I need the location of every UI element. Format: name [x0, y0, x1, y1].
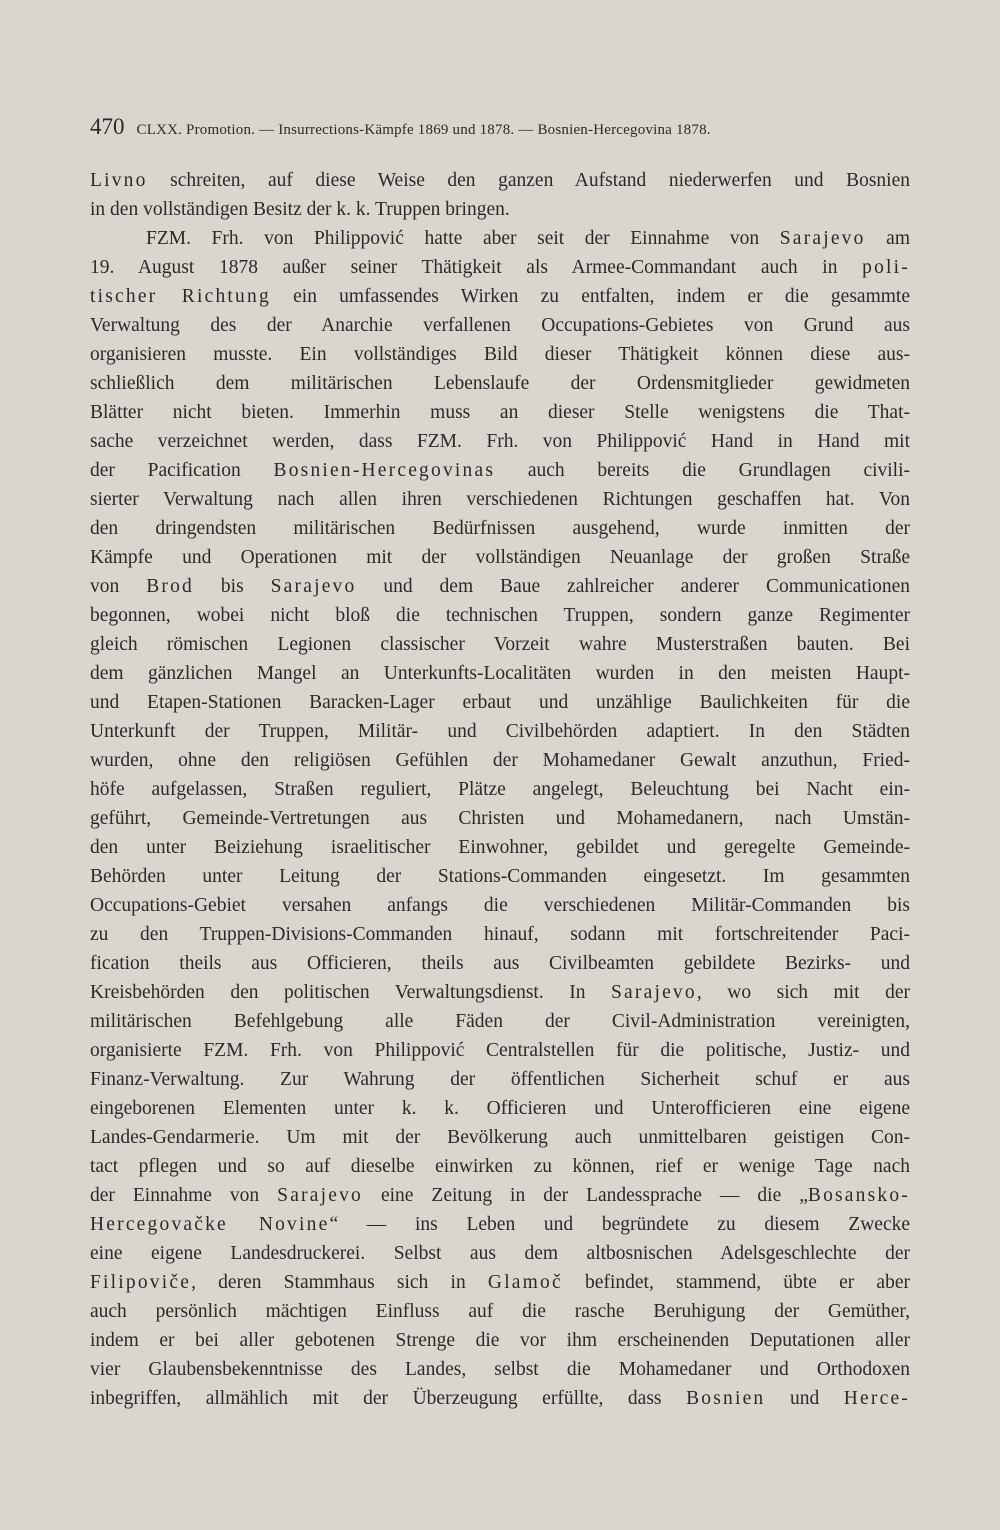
text-segment: organisierte FZM. Frh. von Philippović Centralstellen für die politische, Justiz- und — [90, 1040, 910, 1061]
text-line — [90, 311, 910, 340]
text-segment: Kreisbehörden den politischen Verwaltungsdienst. In — [90, 982, 612, 1003]
text-line — [90, 717, 910, 746]
text-line — [90, 1384, 910, 1413]
text-segment: ein umfassendes Wirken zu entfalten, indem er die gesammte — [270, 286, 910, 307]
text-line — [90, 804, 910, 833]
text-segment: Unterkunft der Truppen, Militär- und Civilbehörden adaptiert. In den Städten — [90, 721, 910, 742]
text-segment: inbegriffen, allmählich mit der Überzeugung erfüllte, dass — [90, 1388, 687, 1409]
text-segment: , wo sich mit der — [696, 982, 910, 1003]
text-line — [90, 195, 910, 224]
spaced-text-segment: Hercegovačke Novine — [90, 1214, 330, 1235]
text-line — [90, 369, 910, 398]
spaced-text-segment: Glamoč — [487, 1272, 563, 1293]
text-line — [90, 1239, 910, 1268]
text-line — [90, 1268, 910, 1297]
text-line — [90, 1181, 910, 1210]
text-line — [90, 1355, 910, 1384]
text-segment: Kämpfe und Operationen mit der vollständigen Neuanlage der großen Straße — [90, 547, 910, 568]
text-segment: 19. August 1878 außer seiner Thätigkeit als Armee-Commandant auch in — [90, 257, 863, 278]
spaced-text-segment: Sarajevo — [611, 982, 697, 1003]
text-segment: höfe aufgelassen, Straßen reguliert, Plätze angelegt, Beleuchtung bei Nacht ein- — [90, 779, 910, 800]
text-line — [90, 514, 910, 543]
spaced-text-segment: tischer Richtung — [90, 286, 271, 307]
text-line — [90, 891, 910, 920]
text-segment: auch persönlich mächtigen Einfluss auf die rasche Beruhigung der Gemüther, — [90, 1301, 910, 1322]
spaced-text-segment: Brod — [146, 576, 194, 597]
spaced-text-segment: Bosnien-Hercegovinas — [273, 460, 496, 481]
text-segment: sache verzeichnet werden, dass FZM. Frh. von Philippović Hand in Hand mit — [90, 431, 910, 452]
text-segment: den dringendsten militärischen Bedürfnissen ausgehend, wurde inmitten der — [90, 518, 910, 539]
text-segment: Landes-Gendarmerie. Um mit der Bevölkerung auch unmittelbaren geistigen Con- — [90, 1127, 910, 1148]
text-line — [90, 775, 910, 804]
spaced-text-segment: Livno — [90, 170, 148, 191]
text-segment: Occupations-Gebiet versahen anfangs die verschiedenen Militär-Commanden bis — [90, 895, 910, 916]
text-segment: schließlich dem militärischen Lebenslaufe der Ordensmitglieder gewidmeten — [90, 373, 910, 394]
text-segment: und — [765, 1388, 844, 1409]
text-segment: gleich römischen Legionen classischer Vorzeit wahre Musterstraßen bauten. Bei — [90, 634, 910, 655]
text-segment: dem gänzlichen Mangel an Unterkunfts-Localitäten wurden in den meisten Haupt- — [90, 663, 910, 684]
text-line — [90, 862, 910, 891]
text-line — [90, 398, 910, 427]
text-line — [90, 1094, 910, 1123]
text-segment: eine eigene Landesdruckerei. Selbst aus dem altbosnischen Adelsgeschlechte der — [90, 1243, 910, 1264]
text-line — [90, 601, 910, 630]
text-segment: “ — ins Leben und begründete zu diesem Zwecke — [329, 1214, 910, 1235]
spaced-text-segment: poli- — [862, 257, 910, 278]
text-segment: wurden, ohne den religiösen Gefühlen der Mohamedaner Gewalt anzuthun, Fried- — [90, 750, 910, 771]
text-segment: FZM. Frh. von Philippović hatte aber seit der Einnahme von — [146, 228, 780, 249]
running-head-title: CLXX. Promotion. — Insurrections-Kämpfe 1869 und 1878. — Bosnien-Hercegovina 1878. — [136, 122, 711, 138]
text-segment: zu den Truppen-Divisions-Commanden hinauf, sodann mit fortschreitender Paci- — [90, 924, 910, 945]
text-line — [90, 746, 910, 775]
text-segment: begonnen, wobei nicht bloß die technischen Truppen, sondern ganze Regimenter — [90, 605, 910, 626]
text-segment: geführt, Gemeinde-Vertretungen aus Christen und Mohamedanern, nach Umstän- — [90, 808, 910, 829]
text-line — [90, 456, 910, 485]
text-segment: sierter Verwaltung nach allen ihren verschiedenen Richtungen geschaffen hat. Von — [90, 489, 910, 510]
text-segment: vier Glaubensbekenntnisse des Landes, selbst die Mohamedaner und Orthodoxen — [90, 1359, 910, 1380]
text-segment: bis — [194, 576, 271, 597]
text-line — [90, 920, 910, 949]
text-line — [90, 659, 910, 688]
text-segment: Verwaltung des der Anarchie verfallenen Occupations-Gebietes von Grund aus — [90, 315, 910, 336]
text-segment: eingeborenen Elementen unter k. k. Officieren und Unterofficieren eine eigene — [90, 1098, 910, 1119]
text-segment: militärischen Befehlgebung alle Fäden der Civil-Administration vereinigten, — [90, 1011, 910, 1032]
spaced-text-segment: Sarajevo — [277, 1185, 363, 1206]
text-segment: Blätter nicht bieten. Immerhin muss an dieser Stelle wenigstens die That- — [90, 402, 910, 423]
text-line — [90, 833, 910, 862]
text-line — [90, 978, 910, 1007]
text-line — [90, 340, 910, 369]
text-segment: auch bereits die Grundlagen civili- — [495, 460, 910, 481]
spaced-text-segment: Sarajevo — [270, 576, 357, 597]
text-line — [90, 166, 910, 195]
text-segment: und dem Baue zahlreicher anderer Communicationen — [356, 576, 910, 597]
text-segment: und Etapen-Stationen Baracken-Lager erbaut und unzählige Baulichkeiten für die — [90, 692, 910, 713]
text-segment: schreiten, auf diese Weise den ganzen Aufstand niederwerfen und Bosnien — [147, 170, 910, 191]
body-text — [90, 166, 910, 1413]
text-line — [90, 1326, 910, 1355]
text-line — [90, 1007, 910, 1036]
text-segment: in den vollständigen Besitz der k. k. Truppen bringen. — [90, 199, 510, 220]
spaced-text-segment: Bosansko- — [807, 1185, 910, 1206]
text-segment: organisieren musste. Ein vollständiges Bild dieser Thätigkeit können diese aus- — [90, 344, 910, 365]
text-line — [90, 427, 910, 456]
text-line — [90, 253, 910, 282]
text-line — [90, 1065, 910, 1094]
text-segment: Behörden unter Leitung der Stations-Commanden eingesetzt. Im gesammten — [90, 866, 910, 887]
spaced-text-segment: Herce- — [843, 1388, 910, 1409]
page-number: 470 — [90, 114, 125, 139]
text-line — [90, 688, 910, 717]
text-line — [90, 282, 910, 311]
text-segment: befindet, stammend, übte er aber — [562, 1272, 910, 1293]
text-line — [90, 1123, 910, 1152]
text-line — [90, 224, 910, 253]
text-segment: Finanz-Verwaltung. Zur Wahrung der öffentlichen Sicherheit schuf er aus — [90, 1069, 910, 1090]
text-line — [90, 1036, 910, 1065]
spaced-text-segment: Sarajevo — [779, 228, 866, 249]
text-line — [90, 630, 910, 659]
text-line — [90, 1210, 910, 1239]
text-line — [90, 949, 910, 978]
text-segment: von — [90, 576, 147, 597]
text-line — [90, 1152, 910, 1181]
text-segment: indem er bei aller gebotenen Strenge die vor ihm erscheinenden Deputationen aller — [90, 1330, 910, 1351]
text-segment: , deren Stammhaus sich in — [191, 1272, 488, 1293]
text-segment: tact pflegen und so auf dieselbe einwirken zu können, rief er wenige Tage nach — [90, 1156, 910, 1177]
text-segment: eine Zeitung in der Landessprache — die „ — [362, 1185, 808, 1206]
text-segment: der Pacification — [90, 460, 274, 481]
text-segment: am — [865, 228, 910, 249]
text-segment: fication theils aus Officieren, theils aus Civilbeamten gebildete Bezirks- und — [90, 953, 910, 974]
spaced-text-segment: Filipoviče — [90, 1272, 192, 1293]
spaced-text-segment: Bosnien — [686, 1388, 766, 1409]
text-line — [90, 485, 910, 514]
running-header — [90, 114, 890, 138]
text-line — [90, 543, 910, 572]
text-segment: der Einnahme von — [90, 1185, 278, 1206]
text-line — [90, 572, 910, 601]
text-line — [90, 1297, 910, 1326]
text-segment: den unter Beiziehung israelitischer Einwohner, gebildet und geregelte Gemeinde- — [90, 837, 910, 858]
